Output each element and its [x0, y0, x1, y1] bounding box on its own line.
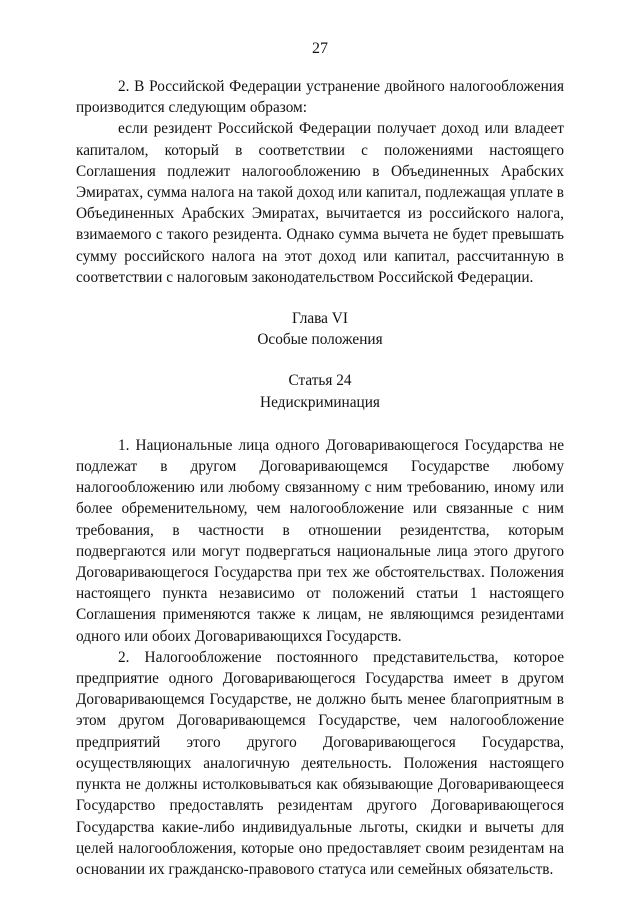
paragraph-deduction-rule: если резидент Российской Федерации получает доход или владеет капиталом, который в соответствии с положениями настоящего Соглашения подлежит налогообложению в Объединенных Арабских Эмиратах, сумма налога на такой доход или капитал, подлежащая уплате в Объединенных Арабских Эмиратах, вычитается из российского налога, взимаемого с такого резидента. Однако сумма вычета не будет превышать сумму российского налога на этот доход или капитал, рассчитанную в соответствии с налоговым законодательством Российской Федерации. — [76, 120, 564, 286]
chapter-number: Глава VI — [292, 310, 348, 328]
document-body — [76, 76, 564, 880]
paragraph-double-taxation: 2. В Российской Федерации устранение двойного налогообложения производится следующим образом: — [76, 78, 564, 117]
article-paragraph-1: 1. Национальные лица одного Договаривающегося Государства не подлежат в другом Договаривающемся Государстве любому налогообложению или любому связанному с ним требованию, иному или более обременительному, чем налогообложение или связанные с ним требования, в частности в отношении резидентства, которым подвергаются или могут подвергаться национальные лица этого другого Договаривающегося Государства при тех же обстоятельствах. Положения настоящего пункта независимо от положений статьи 1 настоящего Соглашения применяются также к лицам, не являющимся резидентами одного или обоих Договаривающихся Государств. — [76, 436, 564, 645]
article-paragraph-2: 2. Налогообложение постоянного представительства, которое предприятие одного Договаривающегося Государства имеет в другом Договаривающемся Государстве, не должно быть менее благоприятным в этом другом Договаривающемся Государстве, чем налогообложение предприятий этого другого Договаривающегося Государства, осуществляющих аналогичную деятельность. Положения настоящего пункта не должны истолковываться как обязывающие Договаривающееся Государство предоставлять резидентам другого Договаривающегося Государства какие-либо индивидуальные льготы, скидки и вычеты для целей налогообложения, которые оно предоставляет своим резидентам на основании их гражданско-правового статуса или семейных обязательств. — [76, 648, 564, 878]
article-number: Статья 24 — [288, 372, 352, 390]
chapter-title: Особые положения — [257, 331, 383, 349]
article-title: Недискриминация — [260, 393, 380, 411]
page-number: 27 — [312, 40, 328, 57]
